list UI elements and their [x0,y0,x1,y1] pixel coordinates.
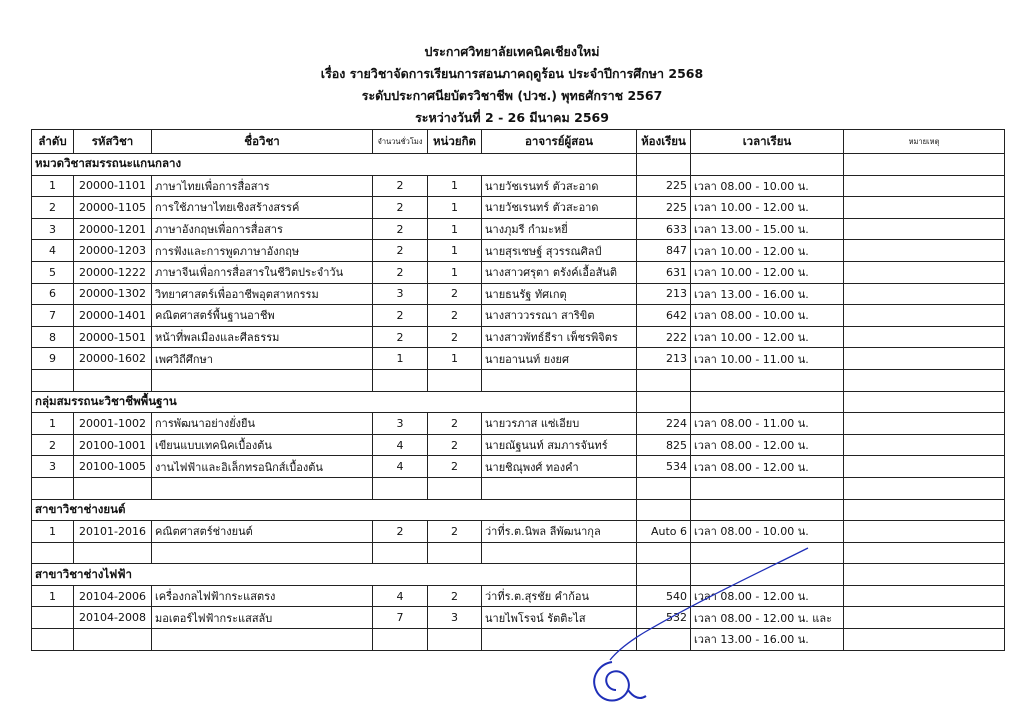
cell-teacher: นายวรภาส แซ่เอียบ [482,413,637,435]
cell-room [637,629,691,651]
cell-room: 642 [637,305,691,327]
cell-credits [428,629,482,651]
empty-cell [691,499,844,521]
empty-cell [844,499,1005,521]
cell-time: เวลา 08.00 - 12.00 น. และ [691,607,844,629]
cell-note [844,607,1005,629]
cell-no: 1 [32,413,74,435]
group-title-row [32,391,1005,413]
cell-no: 2 [32,434,74,456]
cell-credits: 1 [428,175,482,197]
empty-cell [74,369,152,391]
cell-code: 20100-1001 [74,434,152,456]
table-row [32,283,1005,305]
cell-teacher: นางสาวพัทธ์ธีรา เพ็ชรพิจิตร [482,326,637,348]
col-header-credits: หน่วยกิต [428,130,482,154]
cell-teacher [482,629,637,651]
group-title: หมวดวิชาสมรรถนะแกนกลาง [32,154,637,176]
table-row [32,261,1005,283]
cell-name: ภาษาอังกฤษเพื่อการสื่อสาร [152,218,373,240]
empty-cell [844,369,1005,391]
table-row [32,413,1005,435]
cell-credits: 2 [428,434,482,456]
header-line-1: ประกาศวิทยาลัยเทคนิคเชียงใหม่ [424,44,600,59]
cell-note [844,434,1005,456]
cell-name: มอเตอร์ไฟฟ้ากระแสสลับ [152,607,373,629]
cell-teacher: นายไพโรจน์ รัตติะไส [482,607,637,629]
empty-cell [637,369,691,391]
cell-no: 7 [32,305,74,327]
col-header-hours: จำนวนชั่วโมง [373,130,428,154]
cell-no: 1 [32,521,74,543]
cell-teacher: นายธนรัฐ ทัศเกตุ [482,283,637,305]
cell-hours: 4 [373,585,428,607]
cell-hours: 3 [373,413,428,435]
empty-cell [844,477,1005,499]
cell-teacher: นายณัฐนนท์ สมภารจันทร์ [482,434,637,456]
cell-no: 1 [32,585,74,607]
cell-note [844,283,1005,305]
cell-time: เวลา 08.00 - 10.00 น. [691,521,844,543]
cell-name: คณิตศาสตร์ช่างยนต์ [152,521,373,543]
cell-note [844,348,1005,370]
cell-hours: 2 [373,326,428,348]
cell-no: 3 [32,456,74,478]
cell-room: 213 [637,283,691,305]
cell-time: เวลา 08.00 - 10.00 น. [691,305,844,327]
group-title-row [32,499,1005,521]
empty-cell [482,477,637,499]
empty-cell [637,542,691,564]
cell-credits: 2 [428,305,482,327]
cell-name: คณิตศาสตร์พื้นฐานอาชีพ [152,305,373,327]
table-row [32,521,1005,543]
cell-teacher: นายวัชเรนทร์ ตัวสะอาด [482,175,637,197]
empty-cell [32,369,74,391]
cell-note [844,175,1005,197]
cell-room: 540 [637,585,691,607]
cell-hours: 7 [373,607,428,629]
cell-code: 20000-1401 [74,305,152,327]
empty-cell [482,369,637,391]
cell-room: 847 [637,240,691,262]
empty-cell [637,154,691,176]
empty-cell [844,391,1005,413]
cell-name: เพศวิถีศึกษา [152,348,373,370]
cell-hours: 2 [373,175,428,197]
cell-credits: 2 [428,283,482,305]
cell-room: 225 [637,197,691,219]
cell-time: เวลา 08.00 - 10.00 น. [691,175,844,197]
empty-cell [637,391,691,413]
cell-credits: 2 [428,585,482,607]
empty-cell [152,542,373,564]
cell-room: 225 [637,175,691,197]
schedule-table [31,129,1005,651]
cell-time: เวลา 10.00 - 12.00 น. [691,240,844,262]
cell-hours: 2 [373,261,428,283]
empty-cell [691,369,844,391]
cell-code: 20000-1222 [74,261,152,283]
cell-time: เวลา 10.00 - 12.00 น. [691,261,844,283]
cell-code: 20101-2016 [74,521,152,543]
cell-credits: 1 [428,261,482,283]
cell-credits: 1 [428,197,482,219]
cell-no: 4 [32,240,74,262]
cell-hours: 4 [373,456,428,478]
table-row [32,240,1005,262]
empty-cell [637,564,691,586]
signature-flourish [594,662,646,701]
empty-cell [152,369,373,391]
cell-name: เครื่องกลไฟฟ้ากระแสตรง [152,585,373,607]
cell-code: 20100-1005 [74,456,152,478]
cell-code: 20104-2008 [74,607,152,629]
cell-time: เวลา 10.00 - 12.00 น. [691,326,844,348]
cell-name [152,629,373,651]
cell-no [32,607,74,629]
empty-cell [373,477,428,499]
cell-note [844,585,1005,607]
cell-time: เวลา 10.00 - 11.00 น. [691,348,844,370]
cell-hours: 2 [373,218,428,240]
header-line-4: ระหว่างวันที่ 2 - 26 มีนาคม 2569 [415,110,609,125]
cell-time: เวลา 08.00 - 12.00 น. [691,585,844,607]
cell-room: 213 [637,348,691,370]
empty-cell [691,477,844,499]
empty-cell [428,542,482,564]
cell-code: 20000-1602 [74,348,152,370]
cell-name: การฟังและการพูดภาษาอังกฤษ [152,240,373,262]
cell-note [844,629,1005,651]
schedule-body [32,154,1005,651]
cell-no: 2 [32,197,74,219]
cell-hours: 3 [373,283,428,305]
empty-cell [691,542,844,564]
cell-code: 20000-1501 [74,326,152,348]
table-row [32,456,1005,478]
cell-hours: 4 [373,434,428,456]
cell-code: 20000-1101 [74,175,152,197]
cell-credits: 3 [428,607,482,629]
cell-credits: 2 [428,326,482,348]
empty-cell [152,477,373,499]
cell-name: การใช้ภาษาไทยเชิงสร้างสรรค์ [152,197,373,219]
cell-note [844,240,1005,262]
table-row [32,348,1005,370]
col-header-room: ห้องเรียน [637,130,691,154]
cell-hours: 1 [373,348,428,370]
header-line-3: ระดับประกาศนียบัตรวิชาชีพ (ปวช.) พุทธศักราช 2567 [361,88,663,103]
cell-hours: 2 [373,305,428,327]
cell-note [844,521,1005,543]
cell-code: 20104-2006 [74,585,152,607]
cell-code [74,629,152,651]
empty-cell [373,542,428,564]
col-header-time: เวลาเรียน [691,130,844,154]
cell-name: งานไฟฟ้าและอิเล็กทรอนิกส์เบื้องต้น [152,456,373,478]
cell-no: 9 [32,348,74,370]
table-row [32,434,1005,456]
spacer-row [32,477,1005,499]
cell-code: 20001-1002 [74,413,152,435]
cell-code: 20000-1302 [74,283,152,305]
table-row [32,326,1005,348]
cell-room: 224 [637,413,691,435]
cell-name: ภาษาไทยเพื่อการสื่อสาร [152,175,373,197]
cell-time: เวลา 10.00 - 12.00 น. [691,197,844,219]
empty-cell [74,542,152,564]
empty-cell [691,154,844,176]
table-row [32,175,1005,197]
empty-cell [32,477,74,499]
cell-code: 20000-1203 [74,240,152,262]
cell-hours [373,629,428,651]
cell-note [844,197,1005,219]
cell-hours: 2 [373,197,428,219]
cell-credits: 2 [428,456,482,478]
group-title-row [32,154,1005,176]
cell-note [844,305,1005,327]
cell-code: 20000-1105 [74,197,152,219]
cell-teacher: ว่าที่ร.ต.นิพล ลีพัฒนากุล [482,521,637,543]
cell-time: เวลา 08.00 - 12.00 น. [691,434,844,456]
cell-teacher: นายสุรเชษฐ์ สุวรรณศิลป์ [482,240,637,262]
cell-room: 631 [637,261,691,283]
spacer-row [32,542,1005,564]
table-row [32,218,1005,240]
cell-teacher: นายวัชเรนทร์ ตัวสะอาด [482,197,637,219]
cell-room: Auto 6 [637,521,691,543]
cell-teacher: ว่าที่ร.ต.สุรชัย คำก้อน [482,585,637,607]
cell-credits: 2 [428,521,482,543]
cell-teacher: นางภุมรี กำมะหยี่ [482,218,637,240]
cell-teacher: นางสาวศรุตา ตรังค์เอื้อสันติ [482,261,637,283]
header-line-2: เรื่อง รายวิชาจัดการเรียนการสอนภาคฤดูร้อน ประจำปีการศึกษา 2568 [320,66,704,81]
cell-teacher: นางสาววรรณา สาริขิต [482,305,637,327]
empty-cell [32,542,74,564]
col-header-note: หมายเหตุ [844,130,1005,154]
cell-teacher: นายอานนท์ ยงยศ [482,348,637,370]
spacer-row [32,369,1005,391]
cell-room: 532 [637,607,691,629]
group-title: สาขาวิชาช่างไฟฟ้า [32,564,637,586]
cell-credits: 1 [428,348,482,370]
cell-no [32,629,74,651]
cell-name: การพัฒนาอย่างยั่งยืน [152,413,373,435]
cell-no: 3 [32,218,74,240]
table-row [32,607,1005,629]
col-header-no: ลำดับ [32,130,74,154]
empty-cell [373,369,428,391]
cell-name: เขียนแบบเทคนิคเบื้องต้น [152,434,373,456]
empty-cell [844,542,1005,564]
cell-name: วิทยาศาสตร์เพื่ออาชีพอุตสาหกรรม [152,283,373,305]
empty-cell [637,477,691,499]
table-row [32,629,1005,651]
cell-time: เวลา 08.00 - 12.00 น. [691,456,844,478]
cell-time: เวลา 08.00 - 11.00 น. [691,413,844,435]
table-row [32,585,1005,607]
empty-cell [74,477,152,499]
table-row [32,305,1005,327]
table-header-row [32,130,1005,154]
col-header-code: รหัสวิชา [74,130,152,154]
empty-cell [844,564,1005,586]
cell-room: 825 [637,434,691,456]
cell-note [844,456,1005,478]
cell-code: 20000-1201 [74,218,152,240]
table-row [32,197,1005,219]
cell-no: 8 [32,326,74,348]
col-header-name: ชื่อวิชา [152,130,373,154]
empty-cell [428,369,482,391]
cell-time: เวลา 13.00 - 15.00 น. [691,218,844,240]
cell-credits: 2 [428,413,482,435]
empty-cell [844,154,1005,176]
cell-room: 633 [637,218,691,240]
cell-no: 6 [32,283,74,305]
group-title: สาขาวิชาช่างยนต์ [32,499,637,521]
cell-note [844,326,1005,348]
empty-cell [691,391,844,413]
cell-hours: 2 [373,240,428,262]
cell-name: หน้าที่พลเมืองและศีลธรรม [152,326,373,348]
empty-cell [428,477,482,499]
cell-credits: 1 [428,218,482,240]
col-header-teacher: อาจารย์ผู้สอน [482,130,637,154]
cell-time: เวลา 13.00 - 16.00 น. [691,283,844,305]
cell-no: 1 [32,175,74,197]
cell-hours: 2 [373,521,428,543]
cell-note [844,261,1005,283]
cell-note [844,218,1005,240]
group-title-row [32,564,1005,586]
empty-cell [637,499,691,521]
cell-credits: 1 [428,240,482,262]
cell-teacher: นายชิณุพงศ์ ทองคำ [482,456,637,478]
cell-name: ภาษาจีนเพื่อการสื่อสารในชีวิตประจำวัน [152,261,373,283]
cell-room: 222 [637,326,691,348]
cell-time: เวลา 13.00 - 16.00 น. [691,629,844,651]
cell-room: 534 [637,456,691,478]
group-title: กลุ่มสมรรถนะวิชาชีพพื้นฐาน [32,391,637,413]
empty-cell [482,542,637,564]
empty-cell [691,564,844,586]
cell-no: 5 [32,261,74,283]
cell-note [844,413,1005,435]
